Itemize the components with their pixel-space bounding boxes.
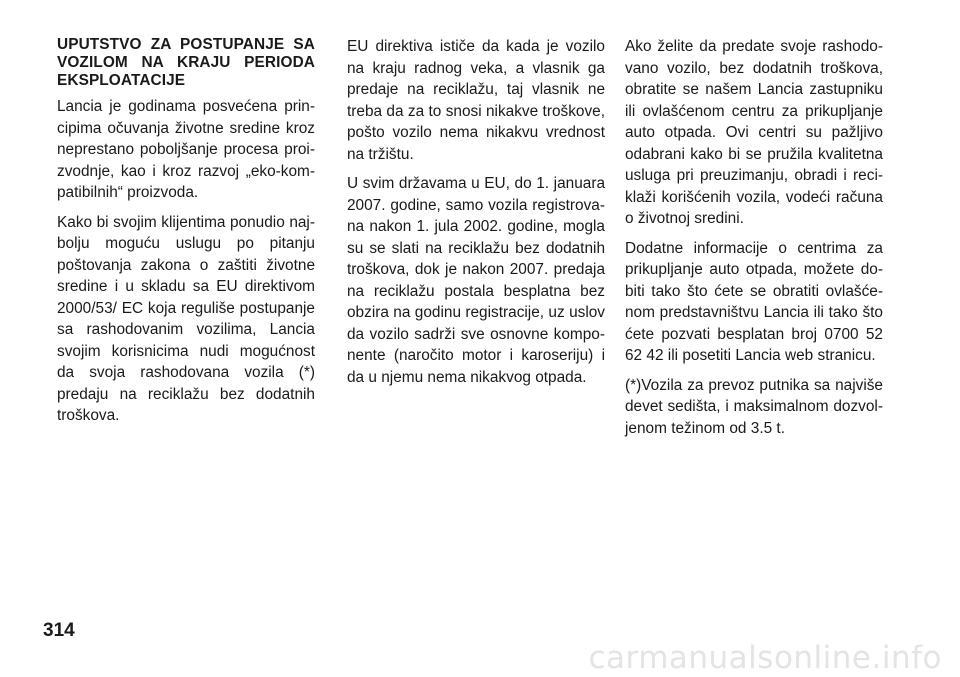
watermark: carmanualsonline.info — [588, 640, 942, 676]
paragraph: U svim državama u EU, do 1. januara 2007. godine, samo vozila registrovana nakon 1. jula 2002. godine, mogla su se slati na reciklažu bez dodatnih troškova, dok je nakon 2007. predaja na reciklažu postala besplatna bez obzira na godinu registracije, uz uslov da vozilo sadrži sve osnovne komponente (naročito motor i karoseriju) i da u njemu nema nikakvog otpada. — [347, 175, 605, 386]
column-2 — [347, 36, 605, 396]
paragraph: (*)Vozila za prevoz putnika sa najviše devet sedišta, i maksimalnom dozvoljenom težinom od 3.5 t. — [625, 376, 883, 437]
paragraph: Lancia je godinama posvećena principima očuvanja životne sredine kroz neprestano poboljšanje procesa proizvodnje, kao i kroz razvoj „eko-kompatibilnih“ proizvoda. — [57, 98, 315, 201]
paragraph: Kako bi svojim klijentima ponudio najbolju moguću uslugu po pitanju poštovanja zakona o zaštiti životne sredine i u skladu sa EU direktivom 2000/53/ EC koja reguliše postupanje sa rashodovanim vozilima, Lancia svojim korisnicima nudi mogućnost da svoja rashodovana vozila (*) predaju na reciklažu bez dodatnih troškova. — [57, 213, 315, 424]
paragraph: Ako želite da predate svoje rashodovano vozilo, bez dodatnih troškova, obratite se našem Lancia zastupniku ili ovlašćenom centru za prikupljanje auto otpada. Ovi centri su pažljivo odabrani kako bi se pružila kvalitetna usluga pri preuzimanju, obradi i reciklaži korišćenih vozila, vodeći računa o životnoj sredini. — [625, 38, 883, 227]
paragraph: EU direktiva ističe da kada je vozilo na kraju radnog veka, a vlasnik ga predaje na reciklažu, taj vlasnik ne treba da za to snosi nikakve troškove, pošto vozilo nema nikakvu vrednost na tržištu. — [347, 38, 605, 163]
page-number: 314 — [43, 620, 75, 641]
column-1 — [57, 36, 315, 435]
column-3 — [625, 36, 883, 447]
paragraph: Dodatne informacije o centrima za prikupljanje auto otpada, možete dobiti tako što ćete se obratiti ovlašćenom predstavništvu Lancia ili tako što ćete pozvati besplatan broj 0700 52 62 42 ili posetiti Lancia web stranicu. — [625, 239, 883, 364]
section-heading: UPUTSTVO ZA POSTUPANJE SA VOZILOM NA KRAJU PERIODA EKSPLOATACIJE — [57, 36, 315, 89]
